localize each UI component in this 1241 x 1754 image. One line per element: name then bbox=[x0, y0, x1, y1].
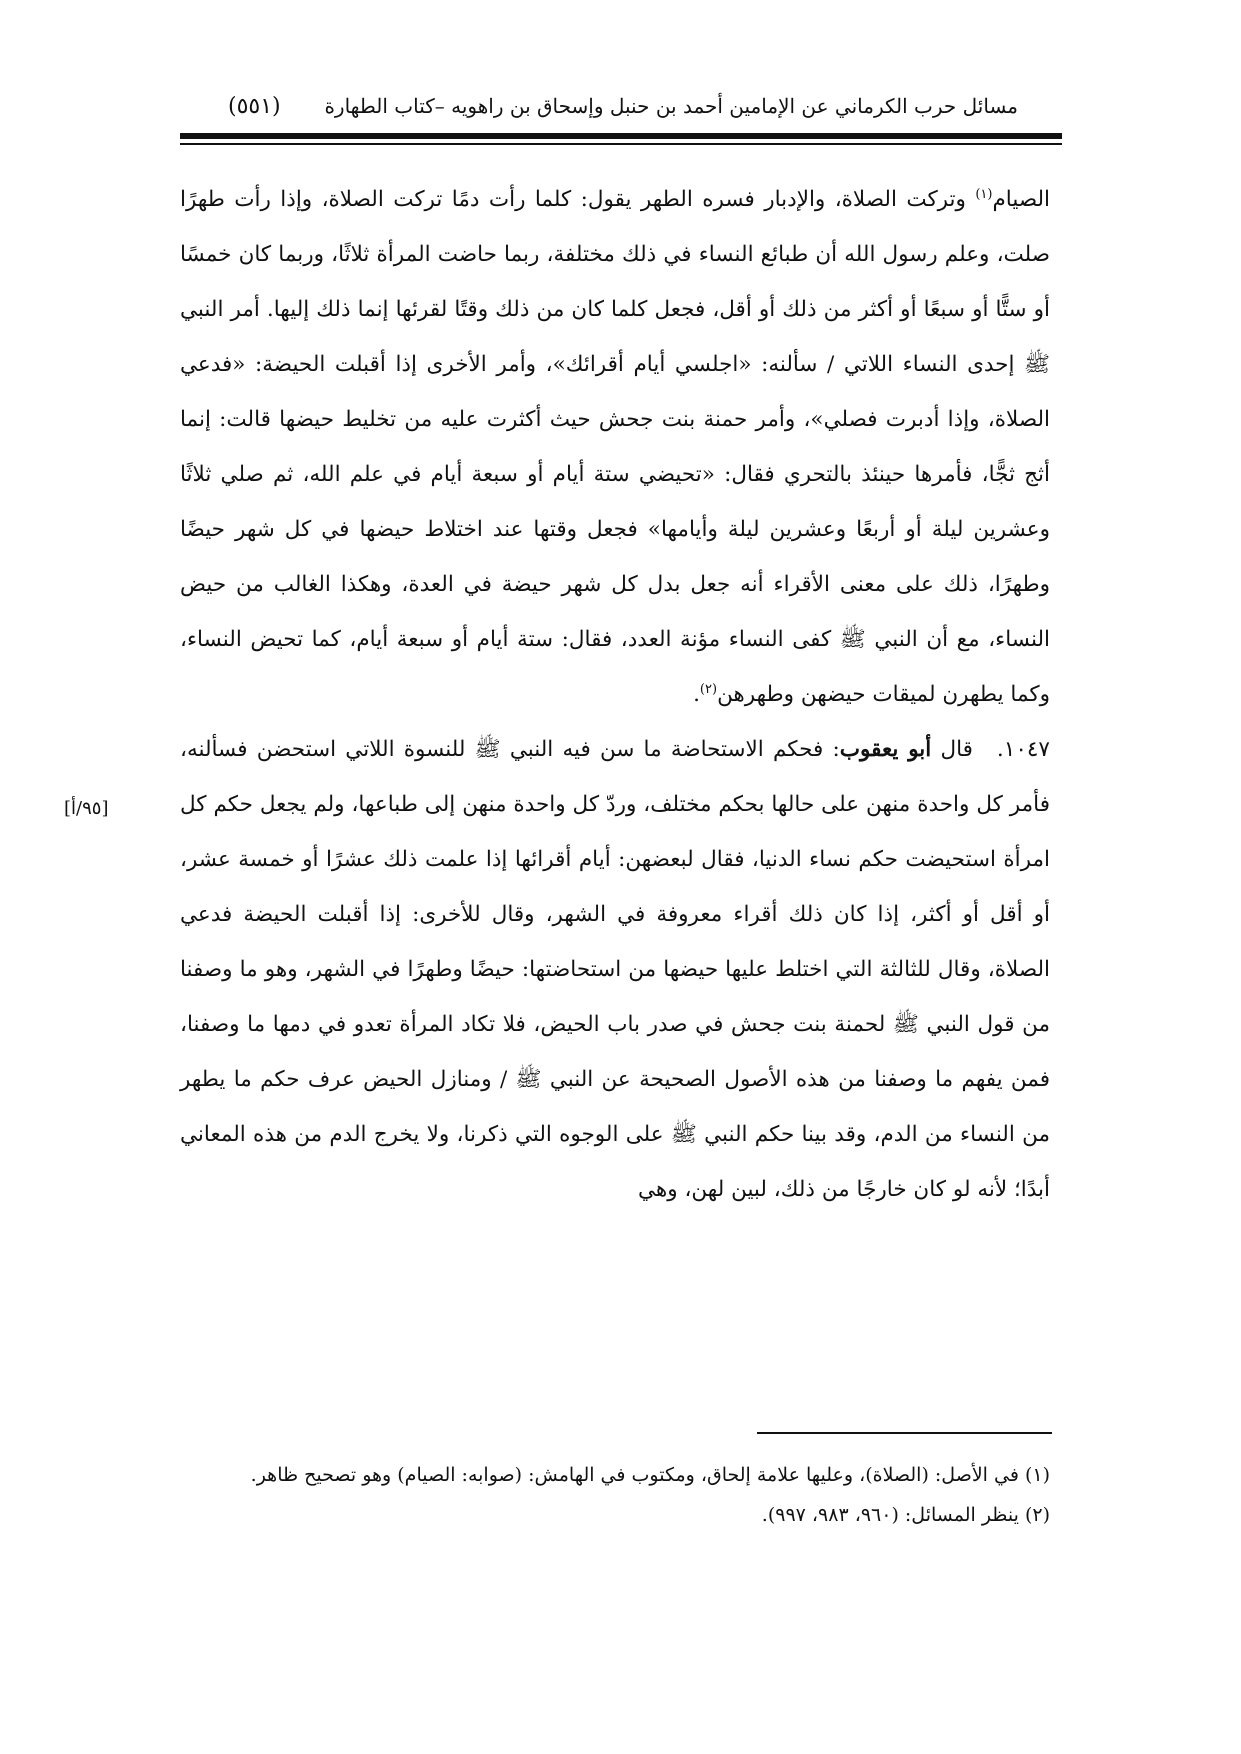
speaker-prefix: قال bbox=[931, 737, 973, 762]
page-number: (٥٥١) bbox=[228, 93, 281, 119]
running-header bbox=[228, 86, 1018, 126]
paragraph-1047 bbox=[180, 722, 1050, 1217]
paragraph-text-start: الصيام bbox=[992, 187, 1050, 212]
footnote-ref-1: (١) bbox=[975, 186, 993, 202]
paragraph-1047-text: فحكم الاستحاضة ما سن فيه النبي ﷺ للنسوة اللاتي استحضن فسألنه، فأمر كل واحدة منهن على حالها بحكم مختلف، وردّ كل واحدة منهن إلى طباعها، ولم يجعل حكم كل امرأة استحيضت حكم نساء الدنيا، فقال لبعضهن: أيام أقرائها إذا علمت ذلك عشرًا أو خمسة عشر، أو أقل أو أكثر، إذا كان ذلك أقراء معروفة في الشهر، وقال للأخرى: إذا أقبلت الحيضة فدعي الصلاة، وقال للثالثة التي اختلط عليها حيضها من استحاضتها: حيضًا وطهرًا في الشهر، وهو ما وصفنا من قول النبي ﷺ لحمنة بنت جحش في صدر باب الحيض، فلا تكاد المرأة تعدو في دمها ما وصفنا، فمن يفهم ما وصفنا من هذه الأصول الصحيحة عن النبي ﷺ / ومنازل الحيض عرف حكم ما يطهر من النساء من الدم، وقد بينا حكم النبي ﷺ على الوجوه التي ذكرنا، ولا يخرج الدم من هذه المعاني أبدًا؛ لأنه لو كان خارجًا من ذلك، لبين لهن، وهي bbox=[180, 737, 1050, 1202]
paragraph-text: وتركت الصلاة، والإدبار فسره الطهر يقول: كلما رأت دمًا تركت الصلاة، وإذا رأت طهرًا صلت، وعلم رسول الله أن طبائع النساء في ذلك مختلفة، ربما حاضت المرأة ثلاثًا، وربما كان خمسًا أو ستًّا أو سبعًا أو أكثر من ذلك أو أقل، فجعل كلما كان من ذلك وقتًا لقرئها إنما ذلك إليها. أمر النبي ﷺ إحدى النساء اللاتي / سألنه: «اجلسي أيام أقرائك»، وأمر الأخرى إذا أقبلت الحيضة: «فدعي الصلاة، وإذا أدبرت فصلي»، وأمر حمنة بنت جحش حيث أكثرت عليه من تخليط حيضها قالت: إنما أثج ثجًّا، فأمرها حينئذ بالتحري فقال: «تحيضي ستة أيام أو سبعة أيام في علم الله، ثم صلي ثلاثًا وعشرين ليلة أو أربعًا وعشرين ليلة وأيامها» فجعل وقتها عند اختلاط حيضها في كل شهر حيضًا وطهرًا، ذلك على معنى الأقراء أنه جعل بدل كل شهر حيضة في العدة، وهكذا الغالب من حيض النساء، مع أن النبي ﷺ كفى النساء مؤنة العدد، فقال: ستة أيام أو سبعة أيام، كما تحيض النساء، وكما يطهرن لميقات حيضهن وطهرهن bbox=[180, 187, 1050, 707]
speaker-name: أبو يعقوب bbox=[839, 737, 932, 762]
footnote-2: (٢) ينظر المسائل: (٩٦٠، ٩٨٣، ٩٩٧). bbox=[761, 1504, 1050, 1526]
main-text bbox=[180, 172, 1050, 1217]
footnote-ref-2: (٢) bbox=[699, 681, 718, 697]
paragraph-continuation bbox=[180, 172, 1050, 722]
speaker-colon: : bbox=[832, 737, 840, 762]
header-rule-thin bbox=[180, 143, 1062, 145]
header-title: مسائل حرب الكرماني عن الإمامين أحمد بن حنبل وإسحاق بن راهويه –كتاب الطهارة bbox=[324, 94, 1018, 118]
header-rule-thick bbox=[180, 133, 1062, 139]
footnote-separator bbox=[757, 1432, 1052, 1434]
marginal-folio-note: [٩٥/أ] bbox=[64, 798, 109, 819]
paragraph-end: . bbox=[693, 682, 700, 707]
footnotes bbox=[180, 1455, 1050, 1535]
footnote-1: (١) في الأصل: (الصلاة)، وعليها علامة إلحاق، ومكتوب في الهامش: (صوابه: الصيام) وهو تصحيح ظاهر. bbox=[250, 1464, 1050, 1486]
paragraph-number: ١٠٤٧. bbox=[996, 737, 1050, 762]
